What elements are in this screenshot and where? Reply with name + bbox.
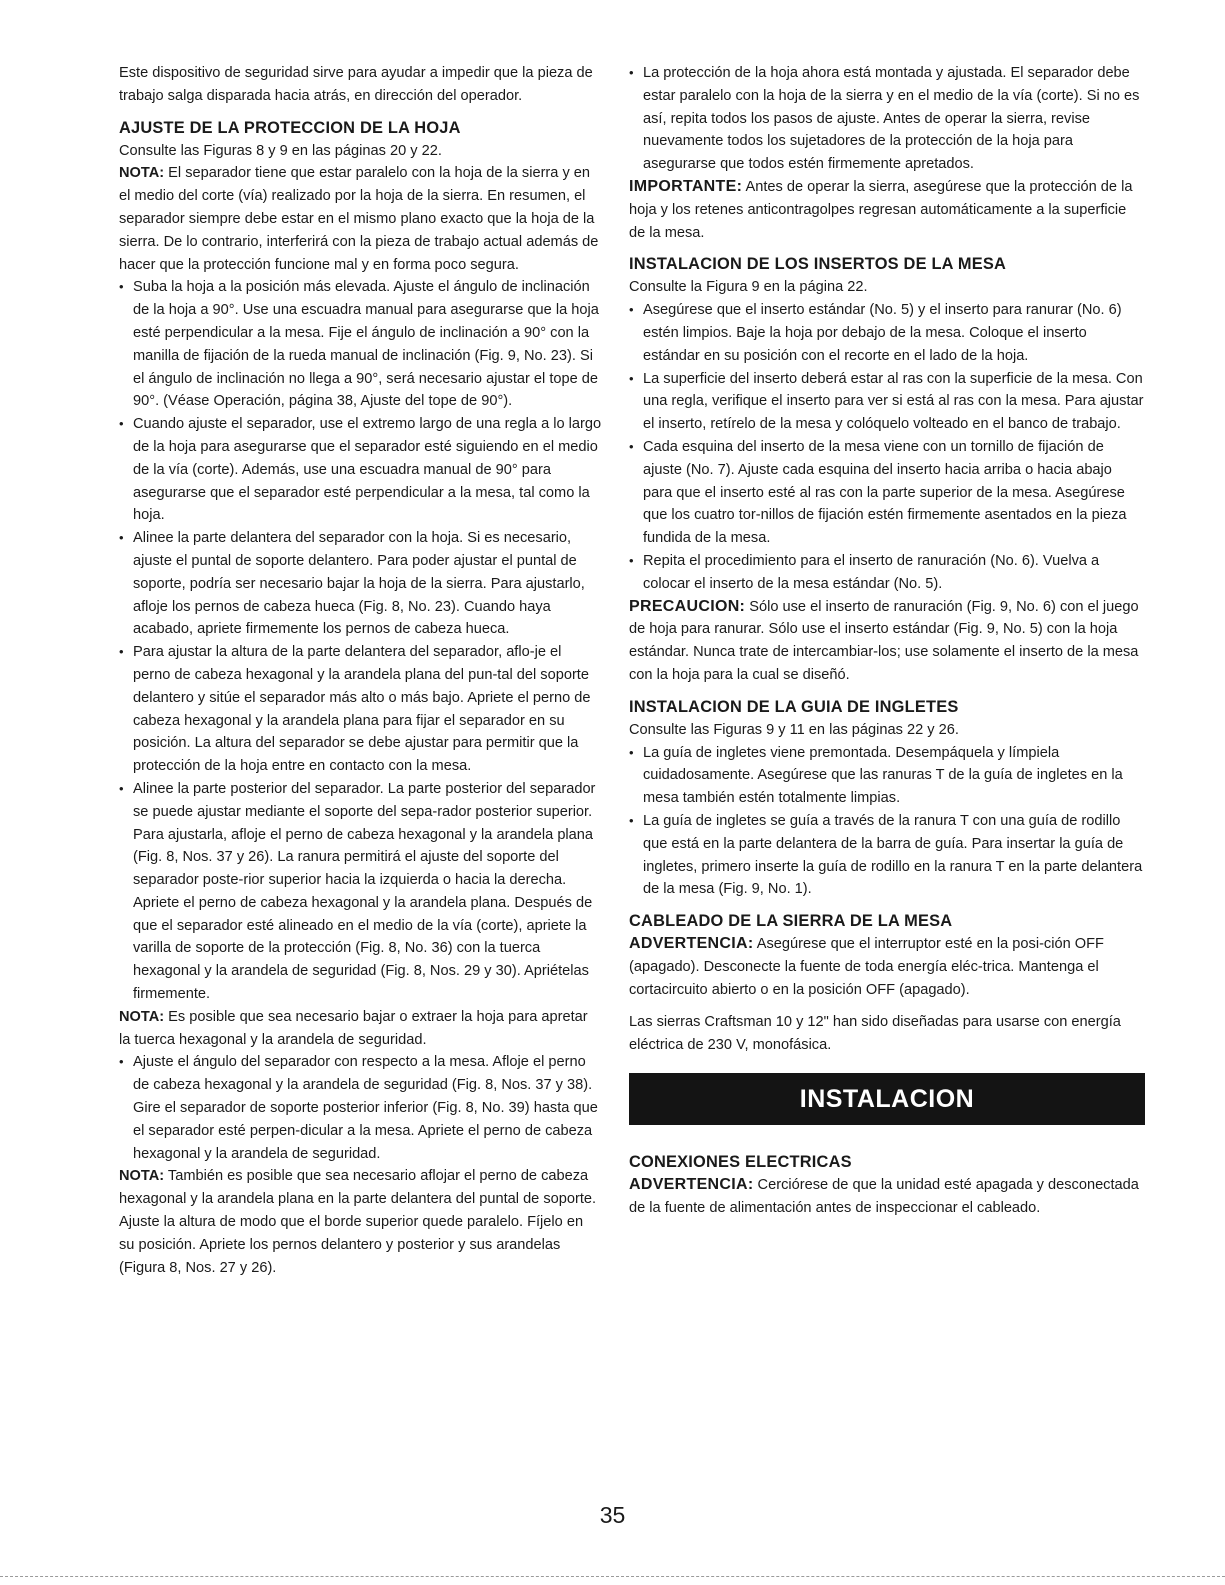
list-item: • Alinee la parte posterior del separador. La parte posterior del separador se puede ajustar mediante el soporte del sepa-rador posterior superior. Para ajustarla, afloje el perno de cabeza hexagonal y la arandela plana (Fig. 8, Nos. 37 y 26). La ranura permitirá el ajuste del soporte del separador poste-rior superior hacia la izquierda o hacia la derecha. Apriete el perno de cabeza hexagonal y la arandela plana. Después de que el separador esté alineado en el medio de la vía (corte), apriete la varilla de soporte de la protección (Fig. 8, No. 36) con la tuerca hexagonal y la arandela de seguridad (Fig. 8, Nos. 29 y 30). Apriételas firmemente.: [119, 778, 602, 1006]
note-paragraph: [119, 1006, 602, 1052]
caution-paragraph: [629, 596, 1145, 687]
section-heading-miter-gauge: INSTALACION DE LA GUIA DE INGLETES: [629, 697, 959, 716]
section-heading-electrical-connections: CONEXIONES ELECTRICAS: [629, 1153, 852, 1172]
right-column: [629, 62, 1145, 1220]
caution-text: Sólo use el inserto de ranuración (Fig. 9, No. 6) con el juego de hoja para ranurar. Sólo use el inserto estándar (Fig. 9, No. 5) con la hoja estándar. Nunca trate de intercambiar-los; use solamente el inserto de la mesa con la hoja para la cual se diseñó.: [629, 598, 1139, 683]
note-text: También es posible que sea necesario aflojar el perno de cabeza hexagonal y la arandela plana en la parte delantera del puntal de soporte. Ajuste la altura de modo que el borde superior quede paralelo. Fíjelo en su posición. Apriete los pernos delantero y posterior y sus arandelas (Figura 8, Nos. 27 y 26).: [119, 1168, 597, 1276]
section-heading-blade-guard: AJUSTE DE LA PROTECCION DE LA HOJA: [119, 118, 461, 137]
warning-label: ADVERTENCIA:: [629, 1176, 754, 1194]
list-item: • La protección de la hoja ahora está montada y ajustada. El separador debe estar paralelo con la hoja de la sierra y en el medio de la vía (corte). Si no es así, repita todos los pasos de ajuste. Antes de operar la sierra, revise nuevamente todos los sujetadores de la protección de la hoja para asegurarse que todos estén firmemente apretados.: [629, 62, 1145, 176]
consult-figures: Consulte las Figuras 9 y 11 en las páginas 22 y 26.: [629, 721, 959, 738]
warning-paragraph: [629, 933, 1145, 1001]
list-item: • Asegúrese que el inserto estándar (No. 5) y el inserto para ranurar (No. 6) estén limpios. Baje la hoja por debajo de la mesa. Coloque el inserto estándar en su posición con el recorte en el lado de la hoja.: [629, 299, 1145, 367]
list-item: • Suba la hoja a la posición más elevada. Ajuste el ángulo de inclinación de la hoja a 90°. Use una escuadra manual para asegurarse que la hoja esté perpendicular a la mesa. Fije el ángulo de inclinación a 90° con la manilla de fijación de la rueda manual de inclinación (Fig. 9, No. 23). Si el ángulo de inclinación no llega a 90°, será necesario ajustar el tope de 90°. (Véase Operación, página 38, Ajuste del tope de 90°).: [119, 276, 602, 413]
warning-paragraph: [629, 1174, 1145, 1220]
note-text: Es posible que sea necesario bajar o extraer la hoja para apretar la tuerca hexagonal y la arandela de seguridad.: [119, 1008, 588, 1048]
list-item: • Cada esquina del inserto de la mesa viene con un tornillo de fijación de ajuste (No. 7). Ajuste cada esquina del inserto hacia arriba o hacia abajo para que el inserto esté al ras con la parte superior de la mesa. Asegúrese que los cuatro tor-nillos de fijación estén firmemente asentados en la pieza fundida de la mesa.: [629, 436, 1145, 550]
list-item: • Alinee la parte delantera del separador con la hoja. Si es necesario, ajuste el puntal de soporte delantero. Para poder ajustar el puntal de soporte, podría ser necesario bajar la hoja de la sierra. Para ajustarlo, afloje los pernos de cabeza hueca (Fig. 8, No. 23). Cuando haya acabado, apriete firmemente los pernos de cabeza hueca.: [119, 527, 602, 641]
note-label: NOTA:: [119, 1168, 165, 1185]
voltage-paragraph: Las sierras Craftsman 10 y 12" han sido diseñadas para usarse con energía eléctrica de 230 V, monofásica.: [629, 1014, 1121, 1054]
consult-figures: Consulte la Figura 9 en la página 22.: [629, 279, 868, 296]
note-label: NOTA:: [119, 165, 165, 182]
list-item: • La superficie del inserto deberá estar al ras con la superficie de la mesa. Con una regla, verifique el inserto para ver si está al ras con la mesa. Para ajustar el inserto, retírelo de la mesa y colóquelo volteado en el banco de trabajo.: [629, 368, 1145, 436]
list-item: • Para ajustar la altura de la parte delantera del separador, aflo-je el perno de cabeza hexagonal y la arandela plana del pun-tal del soporte delantero y sitúe el separador más alto o más bajo. Apriete el perno de cabeza hexagonal y la arandela plana para fijar el separador en su posición. La altura del separador se debe ajustar para permitir que la protección de la hoja entre en contacto con la mesa.: [119, 641, 602, 778]
section-heading-table-inserts: INSTALACION DE LOS INSERTOS DE LA MESA: [629, 255, 1007, 274]
note-paragraph: [119, 1165, 602, 1279]
installation-banner: INSTALACION: [629, 1073, 1145, 1125]
bullet-list: [629, 62, 1145, 176]
note-text: El separador tiene que estar paralelo con la hoja de la sierra y en el medio del corte (vía) realizado por la hoja de la sierra. En resumen, el separador siempre debe estar en el mismo plano exacto que la hoja de la sierra. De lo contrario, interferirá con la pieza de trabajo actual además de hacer que la protección funcione mal y en forma poco segura.: [119, 165, 599, 273]
note-label: NOTA:: [119, 1008, 165, 1025]
note-paragraph: [119, 162, 602, 276]
bullet-list: [629, 742, 1145, 902]
list-item: • Repita el procedimiento para el inserto de ranuración (No. 6). Vuelva a colocar el inserto de la mesa estándar (No. 5).: [629, 550, 1145, 596]
list-item: • La guía de ingletes viene premontada. Desempáquela y límpiela cuidadosamente. Asegúrese que las ranuras T de la guía de ingletes en la mesa también estén totalmente limpias.: [629, 742, 1145, 810]
list-item: • Ajuste el ángulo del separador con respecto a la mesa. Afloje el perno de cabeza hexagonal y la arandela de seguridad (Fig. 8, Nos. 37 y 38). Gire el separador de soporte posterior inferior (Fig. 8, No. 39) hasta que el separador esté perpen-dicular a la mesa. Apriete el perno de cabeza hexagonal y la arandela de seguridad.: [119, 1051, 602, 1165]
list-item: • Cuando ajuste el separador, use el extremo largo de una regla a lo largo de la hoja para asegurarse que el separador esté siguiendo en el medio de la vía (corte). Además, use una escuadra manual de 90° para asegurarse que el separador esté perpendicular a la mesa, tal como la hoja.: [119, 413, 602, 527]
section-heading-wiring: CABLEADO DE LA SIERRA DE LA MESA: [629, 912, 953, 931]
bottom-dashed-divider: [0, 1576, 1225, 1577]
intro-paragraph: Este dispositivo de seguridad sirve para ayudar a impedir que la pieza de trabajo salga disparada hacia atrás, en dirección del operador.: [119, 65, 593, 104]
bullet-list: [119, 1051, 602, 1165]
important-label: IMPORTANTE:: [629, 177, 743, 195]
consult-figures: Consulte las Figuras 8 y 9 en las páginas 20 y 22.: [119, 142, 442, 159]
list-item: • La guía de ingletes se guía a través de la ranura T con una guía de rodillo que está en la parte delantera de la barra de guía. Para insertar la guía de ingletes, primero inserte la guía de rodillo en la ranura T en la parte delantera de la mesa (Fig. 9, No. 1).: [629, 810, 1145, 901]
warning-text: Cerciórese de que la unidad esté apagada y desconectada de la fuente de alimentación antes de inspeccionar el cableado.: [629, 1177, 1139, 1216]
bullet-list: [629, 299, 1145, 595]
warning-label: ADVERTENCIA:: [629, 935, 754, 953]
important-paragraph: [629, 176, 1145, 244]
important-text: Antes de operar la sierra, asegúrese que la protección de la hoja y los retenes anticontragolpes regresan automáticamente a la superficie de la mesa.: [629, 178, 1133, 241]
left-column: [119, 62, 602, 1279]
page-number: 35: [599, 1502, 626, 1528]
bullet-list: [119, 276, 602, 1006]
warning-text: Asegúrese que el interruptor esté en la posi-ción OFF (apagado). Desconecte la fuente de toda energía eléc-trica. Mantenga el cortacircuito abierto o en la posición OFF (apagado).: [629, 936, 1104, 998]
caution-label: PRECAUCION:: [629, 597, 746, 615]
